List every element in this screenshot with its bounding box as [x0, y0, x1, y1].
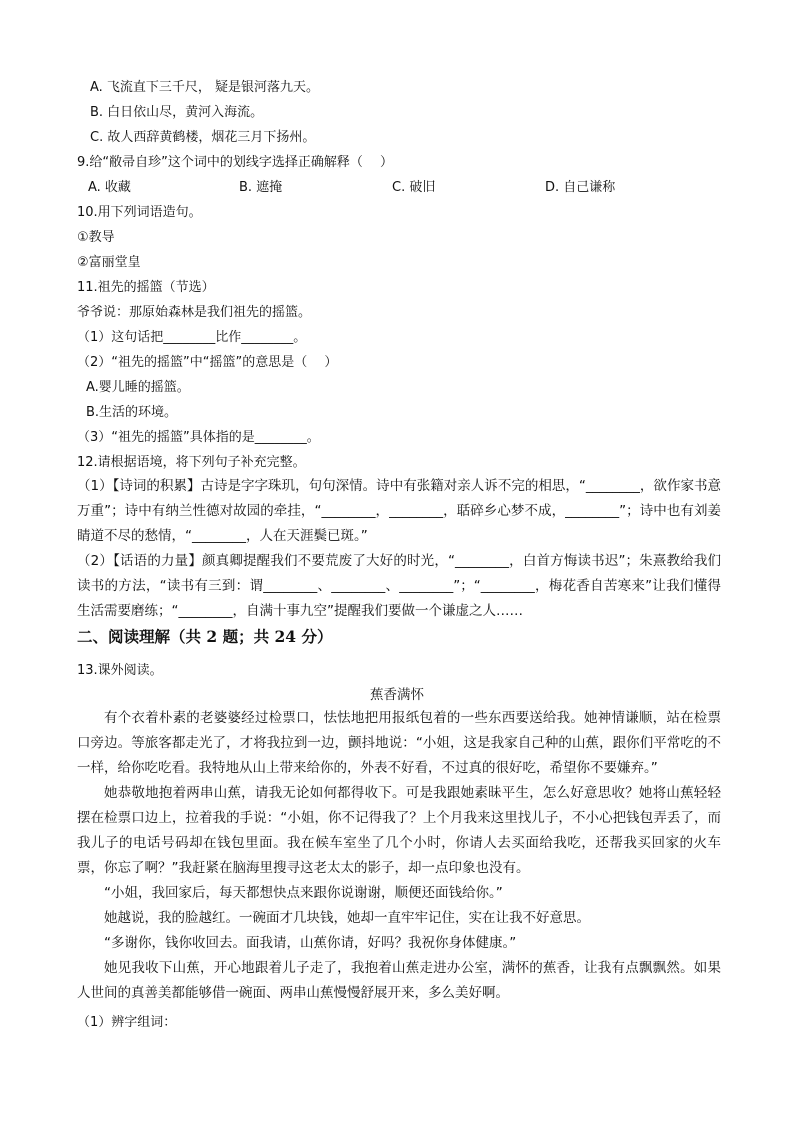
- q13-stem: 13.课外阅读。: [77, 663, 163, 678]
- q9-option-b: B. 遮掩: [239, 180, 283, 195]
- q11-sub3: （3）“祖先的摇篮”具体指的是________。: [77, 430, 320, 445]
- q8-option-c: C. 故人西辞黄鹤楼，烟花三月下扬州。: [90, 130, 316, 145]
- q12-part1: （1）【诗词的积累】古诗是字字珠玑，句句深情。诗中有张籍对亲人诉不完的相思，“________，欲作家书意万重”；诗中有纳兰性德对故园的牵挂，“________，________，聒碎乡心梦不成，________”；诗中也有刘姜睛道不尽的愁情，“________，人在天涯鬓已斑。”: [77, 478, 721, 544]
- q11-stem: 11.祖先的摇篮（节选）: [77, 280, 215, 295]
- passage-paragraph-2: 她恭敬地抱着两串山蕉，请我无论如何都得收下。可是我跟她素昧平生，怎么好意思收？她将山蕉轻轻摆在检票口边上，拉着我的手说：“小姐，你不记得我了？上个月我来这里找儿子，不小心把钱包弄丢了，而我儿子的电话号码却在钱包里面。我在候车室坐了几个小时，你请人去买面给我吃，还帮我买回家的火车票，你忘了啊？”我赶紧在脑海里搜寻这老太太的影子，却一点印象也没有。: [77, 785, 721, 876]
- q11-quote: 爷爷说：那原始森林是我们祖先的摇篮。: [77, 305, 312, 320]
- q11-sub2-option-b: B.生活的环境。: [86, 405, 178, 420]
- q9-option-a: A. 收藏: [88, 180, 131, 195]
- q11-sub2-option-a: A.婴儿睡的摇篮。: [86, 380, 190, 395]
- passage-paragraph-1: 有个衣着朴素的老婆婆经过检票口，怯怯地把用报纸包着的一些东西要送给我。她神情谦顺，站在检票口旁边。等旅客都走光了，才将我拉到一边，颤抖地说：“小姐，这是我家自己种的山蕉，跟你们平常吃的不一样，给你吃吃看。我特地从山上带来给你的，外表不好看，不过真的很好吃，希望你不要嫌弃。”: [77, 710, 721, 776]
- passage-paragraph-4: 她越说，我的脸越红。一碗面才几块钱，她却一直牢牢记住，实在让我不好意思。: [104, 910, 590, 926]
- q10-item-1: ①教导: [77, 230, 115, 245]
- q10-stem: 10.用下列词语造句。: [77, 205, 202, 220]
- q12-part2: （2）【话语的力量】颜真卿提醒我们不要荒废了大好的时光，“________，白首方悔读书迟”；朱熹教给我们读书的方法，“读书有三到：谓________、________、________”；“________，梅花香自苦寒来”让我们懂得生活需要磨练；“________，自满十事九空”提醒我们要做一个谦虚之人……: [77, 553, 721, 619]
- q9-option-c: C. 破旧: [392, 180, 436, 195]
- q10-item-2: ②富丽堂皇: [77, 255, 141, 270]
- q8-option-a: A. 飞流直下三千尺， 疑是银河落九天。: [90, 80, 320, 95]
- q11-sub2: （2）“祖先的摇篮”中“摇篮”的意思是（ ）: [77, 355, 338, 370]
- q13-sub1: （1）辨字组词：: [77, 1015, 177, 1030]
- q12-stem: 12.请根据语境，将下列句子补充完整。: [77, 455, 306, 470]
- q11-sub1: （1）这句话把________比作________。: [77, 330, 307, 345]
- passage-title: 蕉香满怀: [370, 687, 424, 703]
- q9-option-d: D. 自己谦称: [545, 180, 616, 195]
- q8-option-b: B. 白日依山尽，黄河入海流。: [90, 105, 264, 120]
- section-heading: 二、阅读理解（共 2 题；共 24 分）: [77, 627, 333, 646]
- passage-paragraph-6: 她见我收下山蕉，开心地跟着儿子走了，我抱着山蕉走进办公室，满怀的蕉香，让我有点飘飘然。如果人世间的真善美都能够借一碗面、两串山蕉慢慢舒展开来，多么美好啊。: [77, 960, 721, 1001]
- passage-paragraph-3: “小姐，我回家后，每天都想快点来跟你说谢谢，顺便还面钱给你。”: [104, 885, 503, 901]
- q9-stem: 9.给“敝帚自珍”这个词中的划线字选择正确解释（ ）: [77, 155, 394, 170]
- passage-paragraph-5: “多谢你，钱你收回去。面我请，山蕉你请，好吗？我祝你身体健康。”: [104, 935, 517, 951]
